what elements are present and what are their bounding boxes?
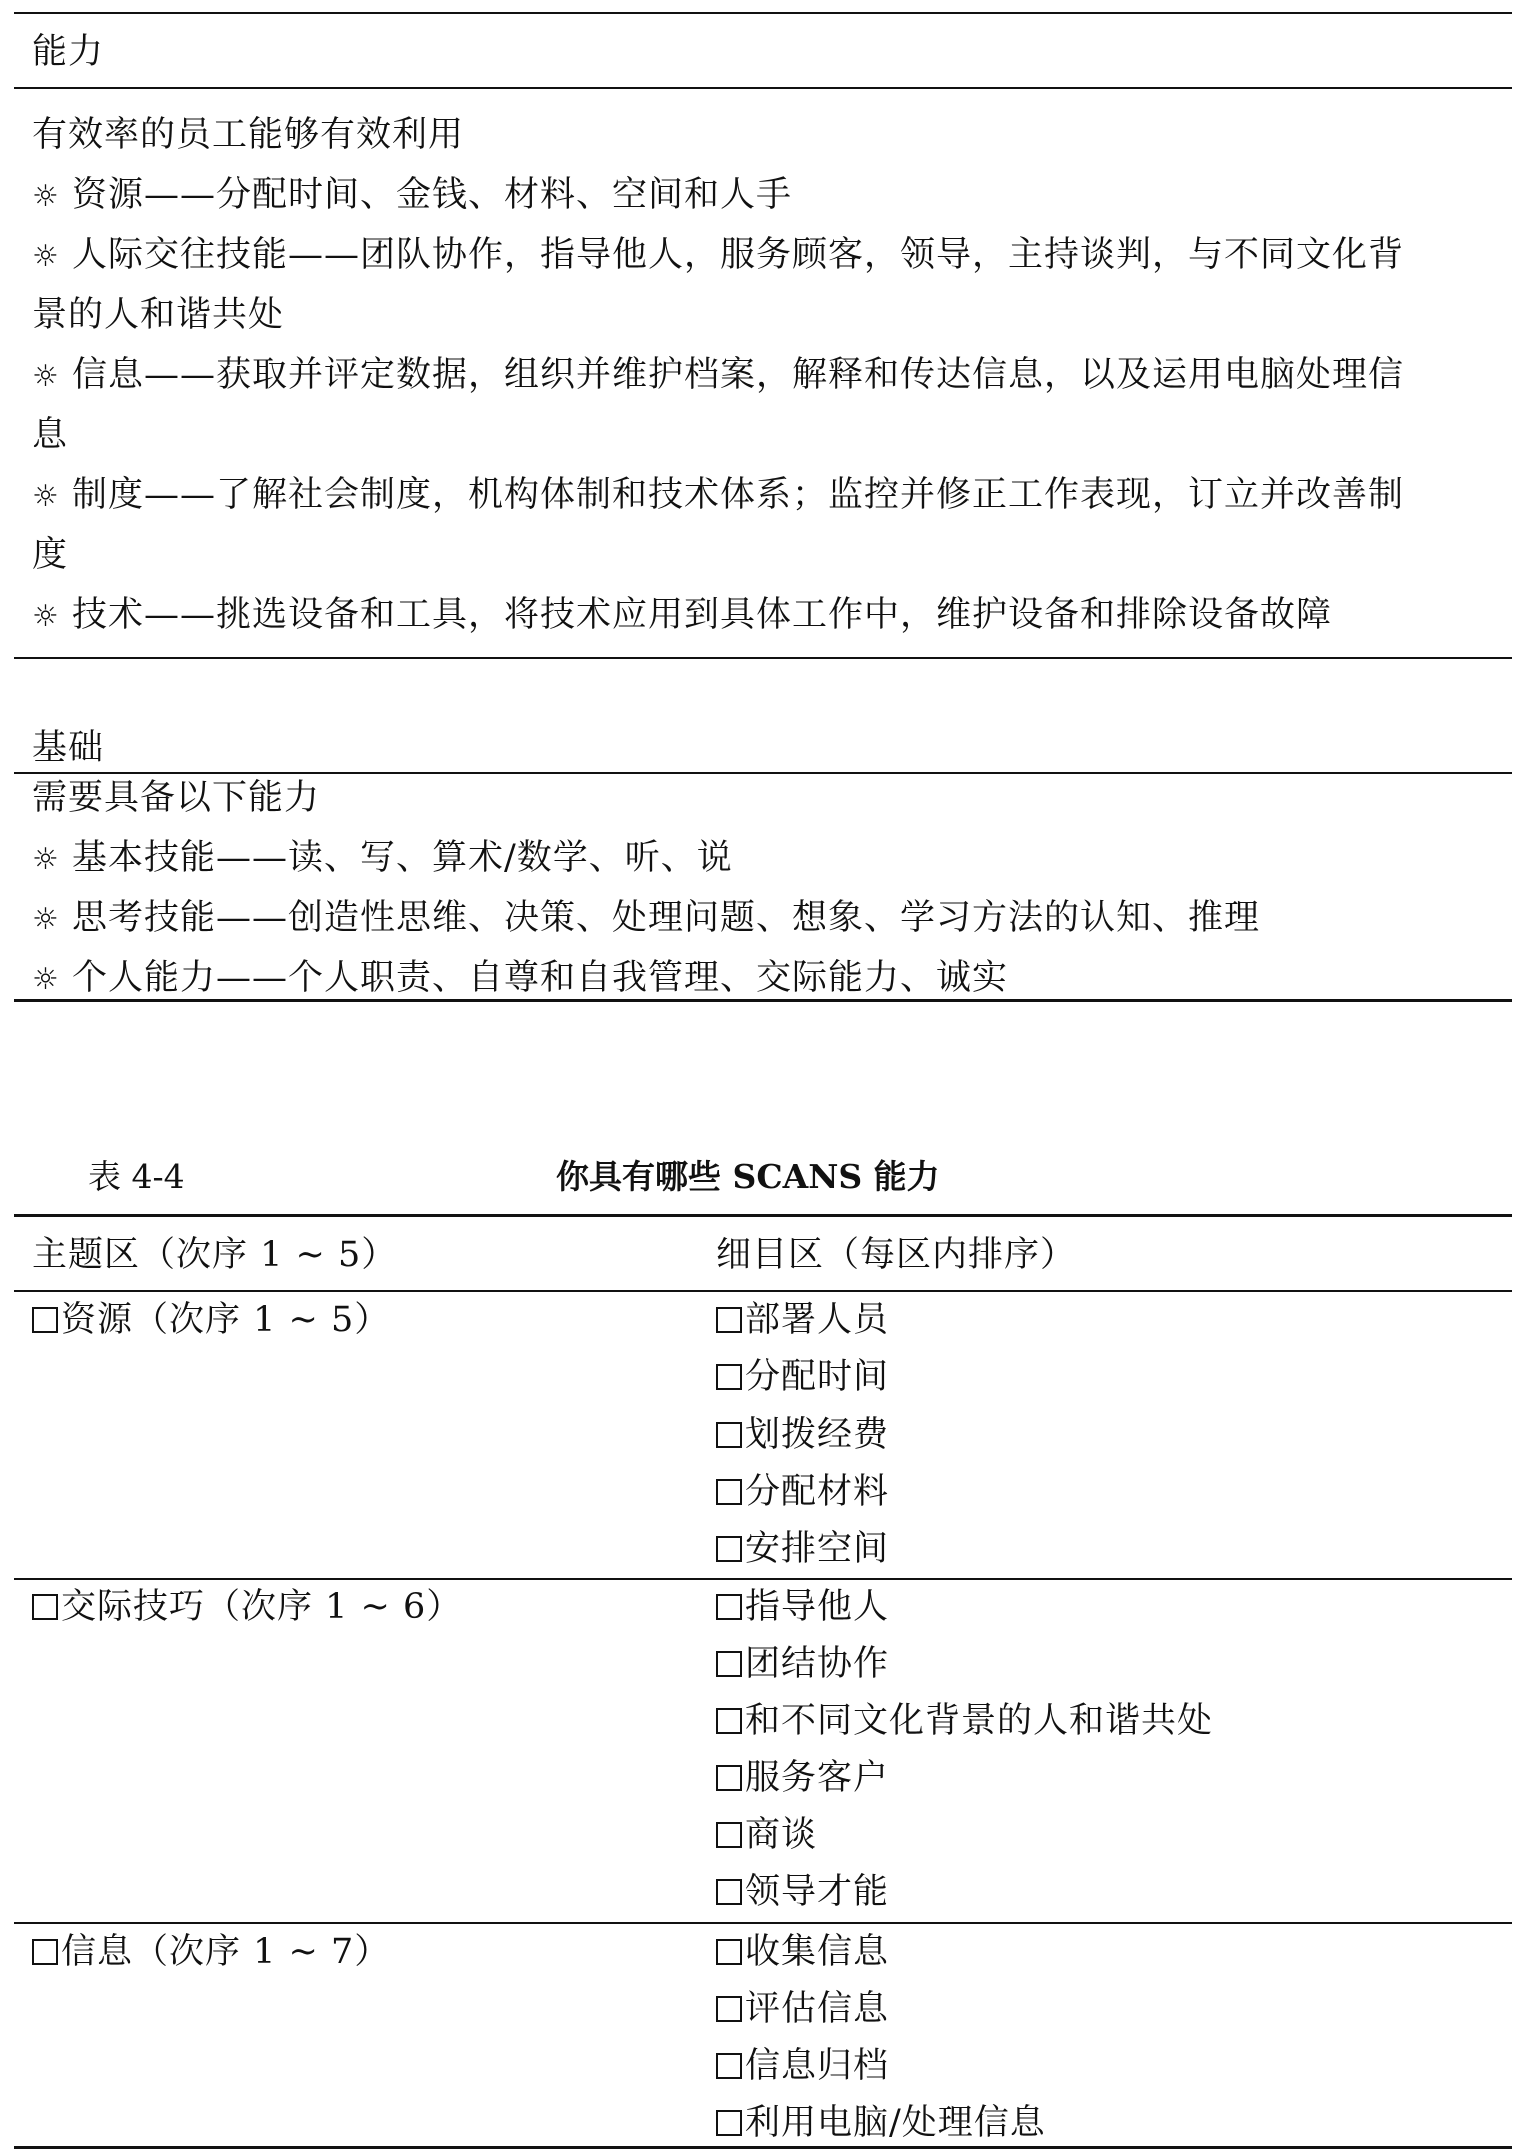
col-header-topic: 主题区（次序 1 ~ 5） <box>32 1235 398 1275</box>
gear-icon: ☼ <box>32 962 60 997</box>
checkbox[interactable] <box>716 1996 742 2022</box>
gear-icon: ☼ <box>32 479 60 514</box>
section2-bottom-rule <box>14 999 1512 1002</box>
checkbox[interactable] <box>716 1307 742 1333</box>
detail-item: 利用电脑/处理信息 <box>716 2101 1046 2145</box>
top-rule <box>14 12 1512 14</box>
checkbox[interactable] <box>716 1939 742 1965</box>
detail-item: 安排空间 <box>716 1527 889 1571</box>
gear-icon: ☼ <box>32 359 60 394</box>
checkbox[interactable] <box>716 1651 742 1677</box>
checkbox[interactable] <box>716 1708 742 1734</box>
checkbox[interactable] <box>716 1822 742 1848</box>
checkbox[interactable] <box>716 1765 742 1791</box>
detail-item: 服务客户 <box>716 1756 889 1800</box>
foundation-rule <box>14 772 1512 774</box>
detail-item: 评估信息 <box>716 1987 889 2031</box>
checkbox[interactable] <box>32 1939 58 1965</box>
ability-item-resources: ☼ 资源——分配时间、金钱、材料、空间和人手 <box>32 173 792 219</box>
checkbox[interactable] <box>32 1307 58 1333</box>
detail-item: 领导才能 <box>716 1870 889 1914</box>
gear-icon: ☼ <box>32 179 60 214</box>
heading-rule <box>14 87 1512 89</box>
detail-item: 信息归档 <box>716 2044 889 2088</box>
ability-item-interpersonal: ☼ 人际交往技能——团队协作，指导他人，服务顾客，领导，主持谈判，与不同文化背 <box>32 233 1404 279</box>
foundation-item-basic: ☼ 基本技能——读、写、算术/数学、听、说 <box>32 836 733 882</box>
ability-item-interpersonal-cont: 景的人和谐共处 <box>32 295 285 335</box>
gear-icon: ☼ <box>32 599 60 634</box>
detail-item: 部署人员 <box>716 1298 889 1342</box>
ability-item-technology: ☼ 技术——挑选设备和工具，将技术应用到具体工作中，维护设备和排除设备故障 <box>32 593 1332 639</box>
col-header-detail: 细目区（每区内排序） <box>716 1235 1077 1275</box>
detail-item: 分配时间 <box>716 1355 889 1399</box>
foundation-heading: 基础 <box>32 728 105 768</box>
checkbox[interactable] <box>716 1479 742 1505</box>
checkbox[interactable] <box>716 2053 742 2079</box>
table-top-rule <box>14 1214 1512 1217</box>
ability-item-information-cont: 息 <box>32 415 69 455</box>
ability-item-information: ☼ 信息——获取并评定数据，组织并维护档案，解释和传达信息，以及运用电脑处理信 <box>32 353 1404 399</box>
detail-item: 团结协作 <box>716 1642 889 1686</box>
header-rule <box>14 1290 1512 1292</box>
detail-item: 和不同文化背景的人和谐共处 <box>716 1699 1213 1743</box>
table-label: 表 4-4 <box>88 1157 185 1196</box>
table-bottom-rule <box>14 2146 1512 2149</box>
topic-interpersonal: 交际技巧（次序 1 ~ 6） <box>32 1585 462 1629</box>
ability-intro: 有效率的员工能够有效利用 <box>32 115 465 155</box>
table-title: 你具有哪些 SCANS 能力 <box>556 1157 940 1196</box>
foundation-item-personal: ☼ 个人能力——个人职责、自尊和自我管理、交际能力、诚实 <box>32 956 1008 1002</box>
gear-icon: ☼ <box>32 842 60 877</box>
topic-resources: 资源（次序 1 ~ 5） <box>32 1298 390 1342</box>
ability-heading: 能力 <box>32 32 105 72</box>
checkbox[interactable] <box>716 2110 742 2136</box>
gear-icon: ☼ <box>32 902 60 937</box>
detail-item: 商谈 <box>716 1813 817 1857</box>
checkbox[interactable] <box>716 1879 742 1905</box>
checkbox[interactable] <box>716 1422 742 1448</box>
group2-rule <box>14 1922 1512 1924</box>
detail-item: 指导他人 <box>716 1585 889 1629</box>
detail-item: 收集信息 <box>716 1930 889 1974</box>
checkbox[interactable] <box>716 1536 742 1562</box>
ability-item-systems: ☼ 制度——了解社会制度，机构体制和技术体系；监控并修正工作表现，订立并改善制 <box>32 473 1404 519</box>
group1-rule <box>14 1578 1512 1580</box>
checkbox[interactable] <box>716 1364 742 1390</box>
foundation-intro: 需要具备以下能力 <box>32 778 321 818</box>
detail-item: 划拨经费 <box>716 1413 889 1457</box>
checkbox[interactable] <box>716 1594 742 1620</box>
checkbox[interactable] <box>32 1594 58 1620</box>
section1-bottom-rule <box>14 657 1512 659</box>
topic-information: 信息（次序 1 ~ 7） <box>32 1930 390 1974</box>
ability-item-systems-cont: 度 <box>32 535 69 575</box>
foundation-item-thinking: ☼ 思考技能——创造性思维、决策、处理问题、想象、学习方法的认知、推理 <box>32 896 1260 942</box>
gear-icon: ☼ <box>32 239 60 274</box>
detail-item: 分配材料 <box>716 1470 889 1514</box>
